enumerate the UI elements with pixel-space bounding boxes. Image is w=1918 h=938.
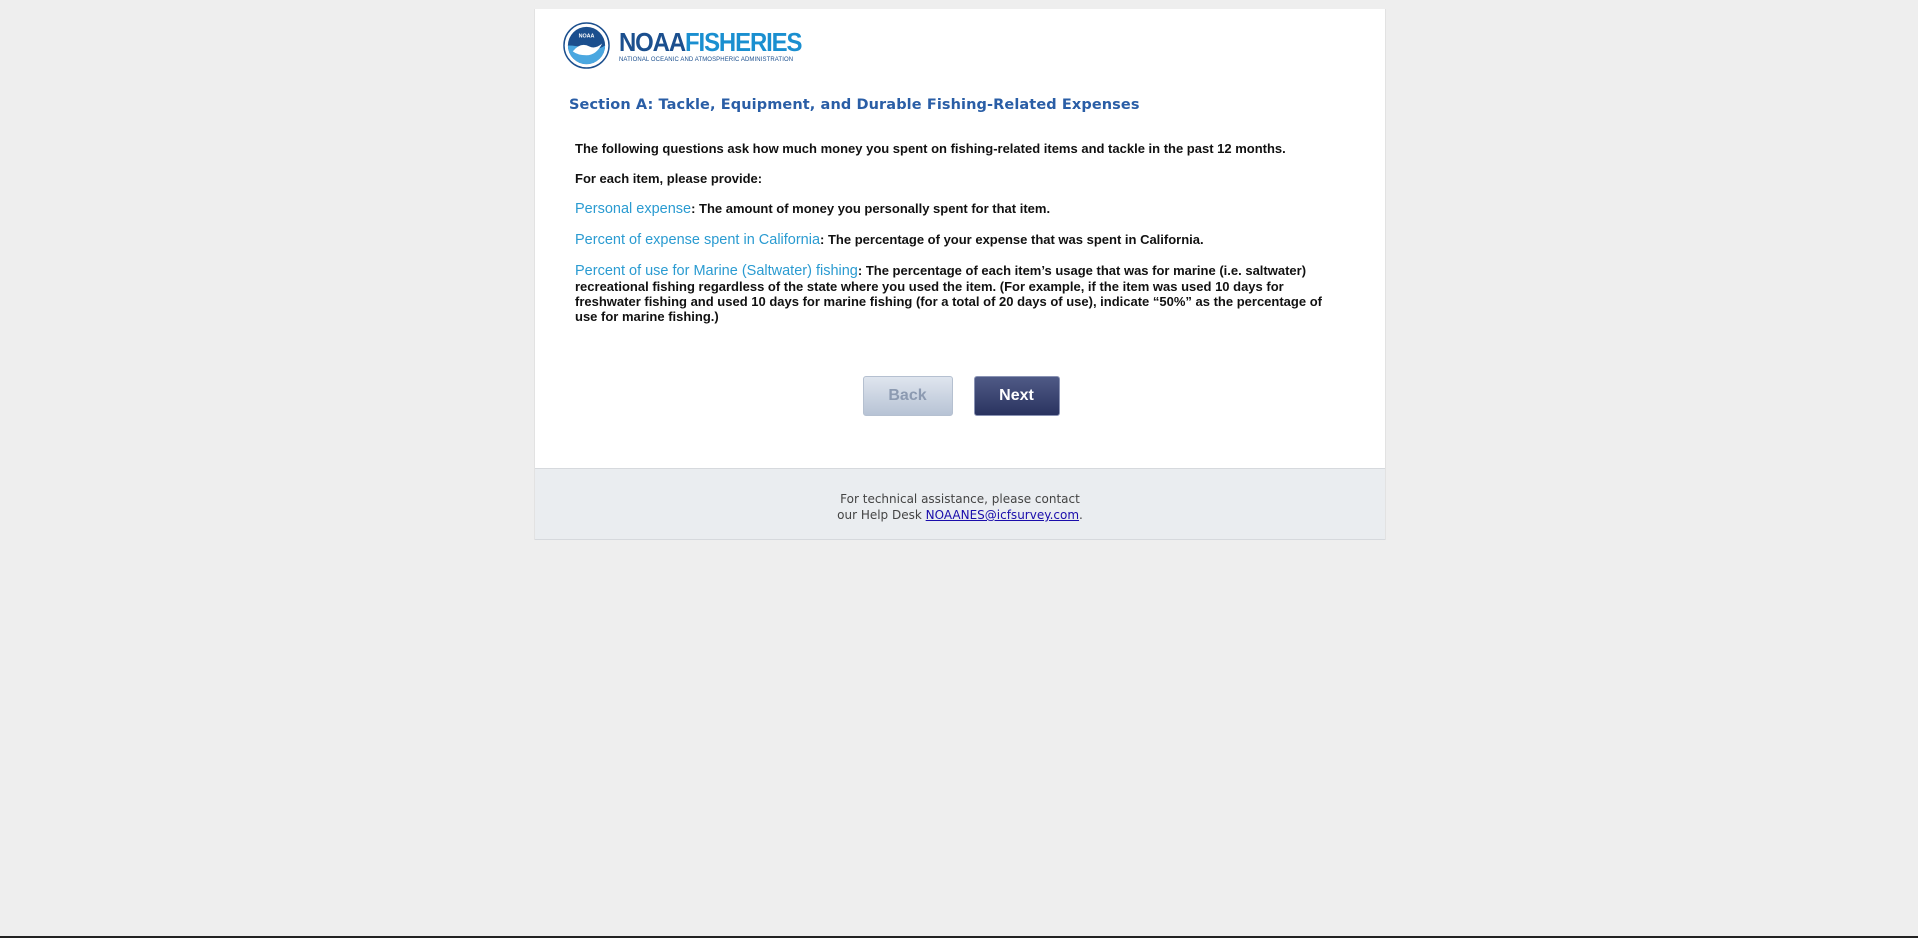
noaa-fisheries-logo (563, 22, 817, 69)
section-title: Section A: Tackle, Equipment, and Durable Fishing-Related Expenses (569, 97, 1140, 113)
term-percent-california: Percent of expense spent in California (575, 232, 821, 248)
definition-percent-marine (575, 263, 1345, 324)
instructions (535, 113, 1385, 324)
seal-text: NOAA (578, 33, 595, 40)
footer-line1: For technical assistance, please contact (840, 492, 1080, 506)
noaa-seal-icon (563, 22, 610, 69)
help-desk-email-link[interactable]: NOAANES@icfsurvey.com (925, 508, 1080, 522)
desc-percent-california: : The percentage of your expense that was spent in California. (820, 232, 1204, 247)
logo-title (619, 26, 802, 57)
logo-subtitle: NATIONAL OCEANIC AND ATMOSPHERIC ADMINISTRATION (619, 56, 794, 63)
header (535, 9, 1385, 69)
definition-personal-expense (575, 201, 1345, 217)
footer (535, 468, 1385, 540)
provide-text: For each item, please provide: (575, 171, 763, 186)
logo-title-fisheries: FISHERIES (685, 26, 802, 57)
desc-percent-marine: : The percentage of each item’s usage that was for marine (i.e. saltwater) recreational fishing regardless of the state where you used the item. (For example, if the item was used 10 days for freshwater fishing and used 10 days for marine fishing (for a total of 20 days of use), indicate “50%” as the percentage of use for marine fishing.) (575, 263, 1322, 324)
desc-personal-expense: : The amount of money you personally spent for that item. (691, 201, 1051, 216)
definition-percent-california (575, 232, 1345, 248)
term-personal-expense: Personal expense (575, 201, 692, 217)
footer-line2-prefix: our Help Desk (837, 508, 926, 522)
logo-title-noaa: NOAA (619, 26, 686, 57)
footer-line2 (535, 507, 1385, 523)
footer-line2-suffix: . (1079, 508, 1083, 522)
next-button[interactable]: Next (974, 376, 1060, 416)
intro-text: The following questions ask how much money you spent on fishing-related items and tackle in the past 12 months. (575, 141, 1286, 156)
back-button[interactable]: Back (863, 376, 953, 416)
term-percent-marine: Percent of use for Marine (Saltwater) fishing (575, 263, 858, 279)
survey-page (534, 9, 1386, 540)
navigation-buttons (535, 376, 1385, 468)
